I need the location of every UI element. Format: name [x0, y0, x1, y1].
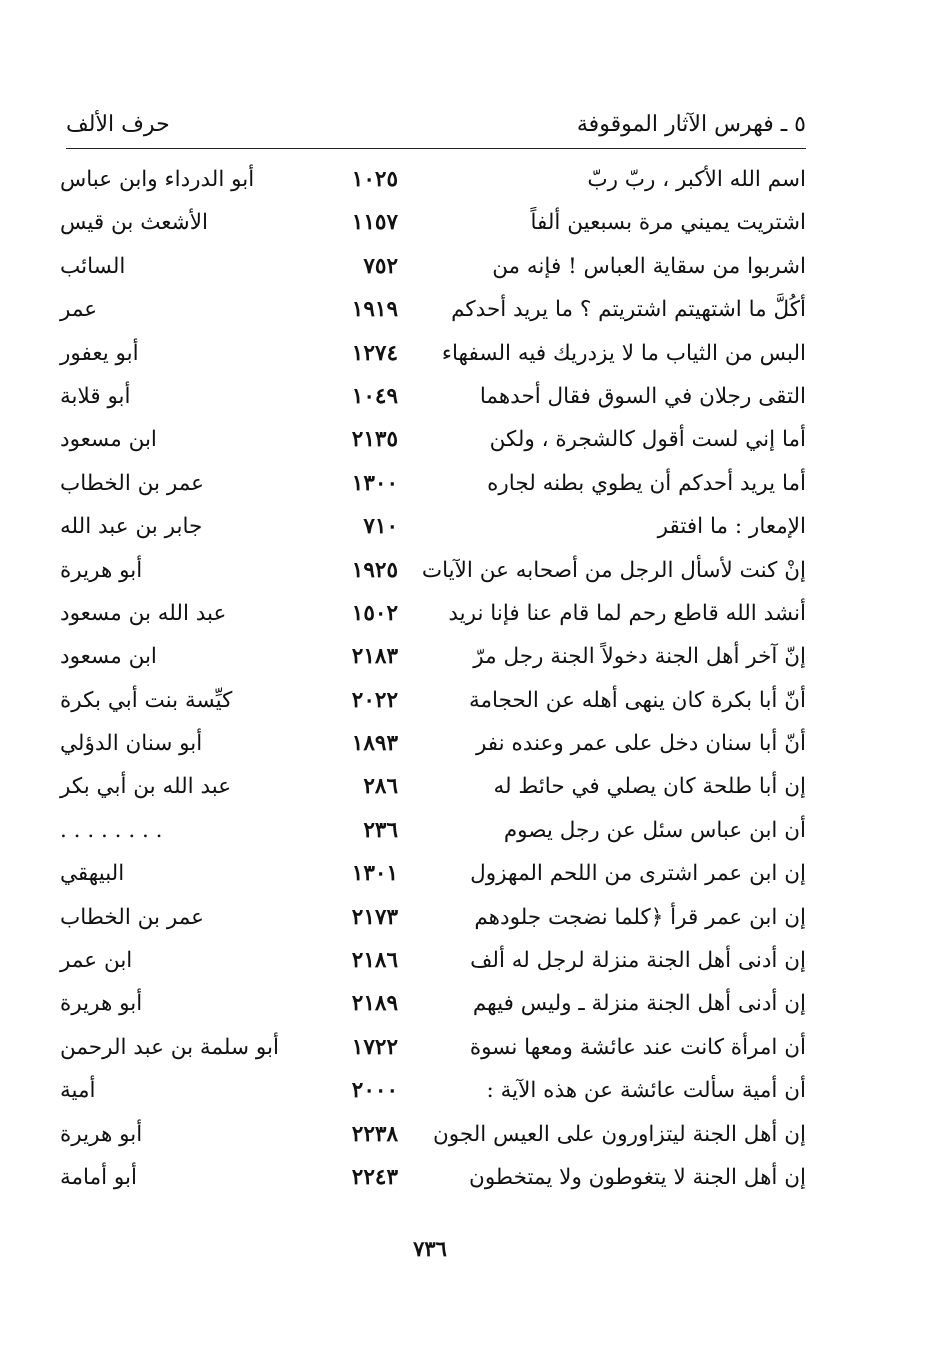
page-number: ٧٣٦	[413, 1236, 447, 1261]
athar-text: إن أهل الجنة ليتزاورون على العيس الجون	[432, 1121, 806, 1147]
narrator-name: ابن مسعود	[60, 644, 157, 670]
narrator-name: ابن مسعود	[60, 427, 157, 453]
narrator-name: عمر بن الخطاب	[60, 470, 204, 496]
athar-text: إن أبا طلحة كان يصلي في حائط له	[493, 774, 806, 800]
narrator-name: أبو هريرة	[60, 557, 143, 583]
running-header	[66, 104, 806, 144]
narrator-name: أبو هريرة	[60, 991, 143, 1017]
athar-text: أن ابن عباس سئل عن رجل يصوم	[503, 817, 806, 843]
athar-number: ٧٥٢	[363, 253, 398, 279]
athar-text: أنشد الله قاطع رحم لما قام عنا فإنا نريد	[448, 600, 806, 626]
athar-text: إنّ آخر أهل الجنة دخولاً الجنة رجل مرّ	[473, 644, 806, 670]
index-row	[60, 163, 806, 206]
index-row	[60, 684, 806, 727]
index-row	[60, 1161, 806, 1204]
athar-text: أنّ أبا سنان دخل على عمر وعنده نفر	[475, 731, 806, 757]
athar-text: إن ابن عمر اشترى من اللحم المهزول	[470, 861, 806, 887]
index-row	[60, 380, 806, 423]
athar-text: الإمعار : ما افتقر	[657, 514, 806, 540]
index-row	[60, 770, 806, 813]
narrator-name: أبو سنان الدؤلي	[60, 731, 203, 757]
athar-number: ٧١٠	[363, 514, 398, 540]
index-row	[60, 901, 806, 944]
header-rule	[66, 148, 806, 149]
narrator-name: عبد الله بن أبي بكر	[60, 774, 232, 800]
athar-number: ٢٢٤٣	[351, 1164, 398, 1190]
athar-number: ٢٠٠٠	[351, 1078, 398, 1104]
athar-text: البس من الثياب ما لا يزدريك فيه السفهاء	[441, 340, 806, 366]
athar-text: أنّ أبا بكرة كان ينهى أهله عن الحجامة	[469, 687, 806, 713]
index-row	[60, 337, 806, 380]
narrator-name: أبو هريرة	[60, 1121, 143, 1147]
athar-text: إن أدنى أهل الجنة منزلة لرجل له ألف	[470, 948, 806, 974]
athar-text: إنْ كنت لأسأل الرجل من أصحابه عن الآيات	[421, 557, 806, 583]
athar-text: أما إني لست أقول كالشجرة ، ولكن	[489, 427, 806, 453]
athar-number: ٢٢٣٨	[351, 1121, 398, 1147]
narrator-name: أبو قلابة	[60, 383, 131, 409]
narrator-name: الأشعث بن قيس	[60, 210, 208, 236]
letter-title: حرف الألف	[66, 112, 170, 137]
athar-text: التقى رجلان في السوق فقال أحدهما	[479, 383, 806, 409]
index-row	[60, 1118, 806, 1161]
athar-number: ١٠٤٩	[351, 383, 398, 409]
narrator-name: أبو الدرداء وابن عباس	[60, 167, 255, 192]
athar-number: ٢٨٦	[363, 774, 398, 800]
section-title: ٥ ـ فهرس الآثار الموقوفة	[576, 112, 806, 137]
athar-text: إن أدنى أهل الجنة منزلة ـ وليس فيهم	[472, 991, 806, 1017]
narrator-name: عمر بن الخطاب	[60, 904, 204, 930]
athar-number: ٢١٨٩	[351, 991, 398, 1017]
index-row	[60, 987, 806, 1030]
narrator-name: البيهقي	[60, 861, 125, 887]
athar-number: ٢١٨٦	[351, 948, 398, 974]
athar-number: ٢١٣٥	[351, 427, 398, 453]
athar-number: ١٧٢٢	[351, 1034, 398, 1060]
narrator-name: . . . . . . . .	[60, 817, 163, 843]
athar-number: ١٢٧٤	[351, 340, 398, 366]
athar-text: اشربوا من سقاية العباس ! فإنه من	[492, 253, 806, 279]
index-row	[60, 293, 806, 336]
athar-text: إن ابن عمر قرأ ﴿كلما نضجت جلودهم	[474, 904, 806, 930]
athar-number: ٢١٨٣	[351, 644, 398, 670]
narrator-name: أبو أمامة	[60, 1164, 137, 1190]
athar-text: أكُلَّ ما اشتهيتم اشتريتم ؟ ما يريد أحدكم	[451, 297, 806, 323]
index-row	[60, 857, 806, 900]
narrator-name: عمر	[60, 297, 98, 323]
index-row	[60, 423, 806, 466]
athar-number: ١٥٠٢	[351, 600, 398, 626]
index-row	[60, 206, 806, 249]
index-row	[60, 510, 806, 553]
athar-text: أن أمية سألت عائشة عن هذه الآية :	[486, 1078, 806, 1104]
index-row	[60, 727, 806, 770]
athar-number: ١٣٠٠	[351, 470, 398, 496]
index-row	[60, 814, 806, 857]
athar-text: إن أهل الجنة لا يتغوطون ولا يمتخطون	[469, 1164, 806, 1190]
narrator-name: السائب	[60, 253, 126, 279]
athar-number: ١٨٩٣	[351, 731, 398, 757]
athar-text: اشتريت يميني مرة بسبعين ألفاً	[530, 210, 806, 236]
athar-number: ٢٠٢٢	[351, 687, 398, 713]
index-row	[60, 640, 806, 683]
athar-number: ٢١٧٣	[351, 904, 398, 930]
athar-text: اسم الله الأكبر ، ربّ ربّ	[587, 167, 806, 192]
narrator-name: جابر بن عبد الله	[60, 514, 203, 540]
athar-number: ١٩١٩	[351, 297, 398, 323]
index-row	[60, 554, 806, 597]
athar-text: أن امرأة كانت عند عائشة ومعها نسوة	[469, 1034, 806, 1060]
athar-text: أما يريد أحدكم أن يطوي بطنه لجاره	[487, 470, 806, 496]
athar-number: ٢٣٦	[363, 817, 398, 843]
narrator-name: أمية	[60, 1078, 96, 1104]
narrator-name: كيِّسة بنت أبي بكرة	[60, 687, 233, 713]
index-row	[60, 597, 806, 640]
index-row	[60, 1074, 806, 1117]
index-list	[60, 163, 806, 1204]
athar-number: ١٠٢٥	[351, 167, 398, 192]
index-row	[60, 250, 806, 293]
athar-number: ١٩٢٥	[351, 557, 398, 583]
athar-number: ١٣٠١	[351, 861, 398, 887]
index-row	[60, 467, 806, 510]
narrator-name: عبد الله بن مسعود	[60, 600, 227, 626]
narrator-name: ابن عمر	[60, 948, 133, 974]
index-row	[60, 944, 806, 987]
index-row	[60, 1031, 806, 1074]
athar-number: ١١٥٧	[351, 210, 398, 236]
narrator-name: أبو يعفور	[60, 340, 139, 366]
narrator-name: أبو سلمة بن عبد الرحمن	[60, 1034, 279, 1060]
